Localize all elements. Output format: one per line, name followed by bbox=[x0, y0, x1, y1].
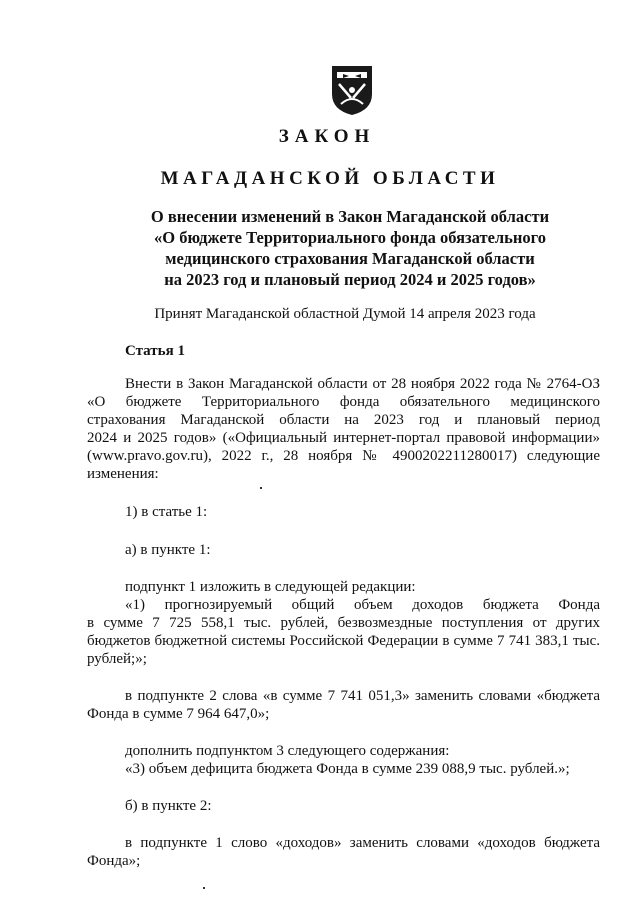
document-title-region: МАГАДАНСКОЙ ОБЛАСТИ bbox=[160, 168, 500, 189]
sub2-line: в подпункте 2 слова «в сумме 7 741 051,3» заменить словами «бюджета bbox=[125, 688, 600, 704]
sub1-line: рублей;»; bbox=[87, 651, 147, 667]
intro-line: (www.pravo.gov.ru), 2022 г., 28 ноября № 4900202211280017) следующие bbox=[87, 448, 600, 464]
subtitle-line: О внесении изменений в Закон Магаданской области bbox=[150, 207, 550, 226]
intro-line: страхования Магаданской области на 2023 год и плановый период bbox=[87, 412, 600, 428]
item-1b-line: Фонда»; bbox=[87, 853, 141, 869]
adoption-note: Принят Магаданской областной Думой 14 апреля 2023 года bbox=[154, 306, 536, 322]
sub3-intro: дополнить подпунктом 3 следующего содержания: bbox=[125, 743, 450, 759]
article-heading: Статья 1 bbox=[125, 343, 185, 359]
subtitle-line: на 2023 год и плановый период 2024 и 2025 годов» bbox=[164, 270, 536, 289]
sub1-line: «1) прогнозируемый общий объем доходов бюджета Фонда bbox=[125, 597, 600, 613]
item-1b-line: в подпункте 1 слово «доходов» заменить словами «доходов бюджета bbox=[125, 835, 600, 851]
intro-line: «О бюджете Территориального фонда обязательного медицинского bbox=[87, 394, 600, 410]
intro-line: Внести в Закон Магаданской области от 28 ноября 2022 года № 2764-ОЗ bbox=[125, 376, 600, 392]
sub1-intro: подпункт 1 изложить в следующей редакции: bbox=[125, 579, 416, 595]
subtitle-line: медицинского страхования Магаданской области bbox=[165, 249, 535, 268]
scan-speck bbox=[203, 887, 205, 889]
magadan-coat-of-arms-emblem bbox=[329, 64, 375, 116]
item-1: 1) в статье 1: bbox=[125, 504, 208, 520]
sub2-line: Фонда в сумме 7 964 647,0»; bbox=[87, 706, 270, 722]
item-1b: б) в пункте 2: bbox=[125, 798, 212, 814]
document-title-law: ЗАКОН bbox=[278, 126, 376, 147]
sub1-line: в сумме 7 725 558,1 тыс. рублей, безвозмездные поступления от других bbox=[87, 615, 600, 631]
subtitle-line: «О бюджете Территориального фонда обязательного bbox=[154, 228, 546, 247]
sub1-line: бюджетов бюджетной системы Российской Федерации в сумме 7 741 383,1 тыс. bbox=[87, 633, 600, 649]
scan-speck bbox=[260, 487, 262, 489]
law-subtitle bbox=[130, 206, 570, 290]
item-1a: а) в пункте 1: bbox=[125, 542, 211, 558]
sub3-text: «3) объем дефицита бюджета Фонда в сумме 239 088,9 тыс. рублей.»; bbox=[125, 761, 570, 777]
intro-line: изменения: bbox=[87, 466, 159, 482]
intro-line: 2024 и 2025 годов» («Официальный интернет-портал правовой информации» bbox=[87, 430, 600, 446]
